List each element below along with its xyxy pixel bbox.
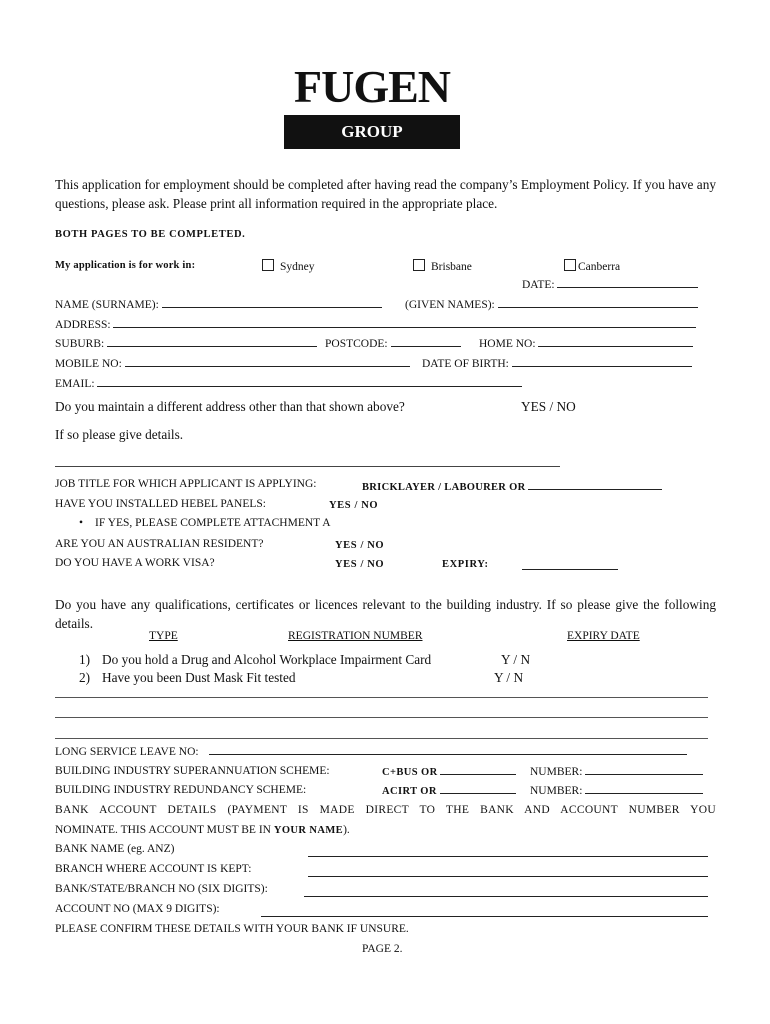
- branch-label: BRANCH WHERE ACCOUNT IS KEPT:: [55, 863, 252, 875]
- q2-answer[interactable]: Y / N: [494, 670, 524, 685]
- brisbane-checkbox[interactable]: [413, 259, 425, 271]
- job-title-value[interactable]: BRICKLAYER / LABOURER OR: [362, 480, 662, 493]
- postcode-line[interactable]: [391, 337, 461, 347]
- q1-answer[interactable]: Y / N: [501, 652, 531, 667]
- mobile-field[interactable]: MOBILE NO:: [55, 357, 410, 370]
- q1-text: Do you hold a Drug and Alcohol Workplace Impairment Card: [102, 652, 432, 667]
- home-no-field[interactable]: HOME NO:: [479, 337, 693, 350]
- option-sydney[interactable]: Sydney: [262, 259, 315, 273]
- option-canberra[interactable]: Canberra: [564, 259, 620, 273]
- long-service-field[interactable]: LONG SERVICE LEAVE NO:: [55, 745, 687, 758]
- address-field[interactable]: ADDRESS:: [55, 318, 696, 331]
- bsb-label: BANK/STATE/BRANCH NO (SIX DIGITS):: [55, 883, 268, 895]
- hebel-label: HAVE YOU INSTALLED HEBEL PANELS:: [55, 498, 266, 510]
- visa-expiry-label: EXPIRY:: [442, 559, 489, 570]
- work-in-label: My application is for work in:: [55, 260, 196, 271]
- super-fund-line[interactable]: [440, 765, 516, 775]
- address-line[interactable]: [113, 318, 696, 328]
- qualification-line-1[interactable]: [55, 697, 708, 698]
- mobile-line[interactable]: [125, 357, 410, 367]
- super-number-line[interactable]: [585, 765, 703, 775]
- q2-text: Have you been Dust Mask Fit tested: [102, 670, 296, 685]
- surname-line[interactable]: [162, 298, 382, 308]
- given-names-line[interactable]: [498, 298, 698, 308]
- hebel-answer[interactable]: YES / NO: [329, 500, 379, 511]
- header-expiry: EXPIRY DATE: [567, 630, 640, 642]
- redundancy-number-line[interactable]: [585, 784, 703, 794]
- diff-address-answer[interactable]: YES / NO: [521, 399, 576, 414]
- option-brisbane[interactable]: Brisbane: [413, 259, 472, 273]
- suburb-field[interactable]: SUBURB:: [55, 337, 317, 350]
- header-type: TYPE: [149, 630, 178, 642]
- page-number: PAGE 2.: [362, 943, 403, 955]
- suburb-line[interactable]: [107, 337, 317, 347]
- q1-number: 1): [79, 652, 91, 667]
- intro-paragraph: This application for employment should be completed after having read the company’s Employment Policy. If you have any questions, please ask. Please print all information required in the appropriate place.: [55, 177, 716, 211]
- account-no-label: ACCOUNT NO (MAX 9 DIGITS):: [55, 903, 220, 915]
- header-registration: REGISTRATION NUMBER: [288, 630, 423, 642]
- qualifications-paragraph: Do you have any qualifications, certificates or licences relevant to the building industry. If so please give the following details.: [55, 597, 716, 631]
- dob-line[interactable]: [512, 357, 692, 367]
- canberra-checkbox[interactable]: [564, 259, 576, 271]
- bank-name-label: BANK NAME (eg. ANZ): [55, 843, 175, 855]
- redundancy-fund-field[interactable]: ACIRT OR: [382, 784, 516, 797]
- resident-answer[interactable]: YES / NO: [335, 540, 385, 551]
- surname-field[interactable]: NAME (SURNAME):: [55, 298, 382, 311]
- visa-label: DO YOU HAVE A WORK VISA?: [55, 557, 215, 569]
- bsb-line[interactable]: [304, 896, 708, 897]
- bank-details-line-1: BANK ACCOUNT DETAILS (PAYMENT IS MADE DIRECT TO THE BANK AND ACCOUNT NUMBER YOU: [55, 804, 716, 816]
- job-title-label: JOB TITLE FOR WHICH APPLICANT IS APPLYING:: [55, 478, 317, 490]
- resident-label: ARE YOU AN AUSTRALIAN RESIDENT?: [55, 538, 264, 550]
- company-logo-name: FUGEN: [294, 61, 450, 112]
- sydney-checkbox[interactable]: [262, 259, 274, 271]
- branch-line[interactable]: [308, 876, 708, 877]
- super-number-field[interactable]: NUMBER:: [530, 765, 703, 778]
- qualification-line-2[interactable]: [55, 717, 708, 718]
- date-field[interactable]: DATE:: [522, 278, 698, 291]
- qualification-line-3[interactable]: [55, 738, 708, 739]
- redundancy-number-field[interactable]: NUMBER:: [530, 784, 703, 797]
- long-service-line[interactable]: [209, 745, 687, 755]
- email-line[interactable]: [97, 377, 522, 387]
- bank-name-line[interactable]: [308, 856, 708, 857]
- bullet-icon: •: [79, 517, 84, 529]
- date-line[interactable]: [557, 278, 698, 288]
- given-names-field[interactable]: (GIVEN NAMES):: [405, 298, 698, 311]
- hebel-bullet-item: • IF YES, PLEASE COMPLETE ATTACHMENT A: [79, 517, 331, 529]
- home-no-line[interactable]: [538, 337, 693, 347]
- redundancy-label: BUILDING INDUSTRY REDUNDANCY SCHEME:: [55, 784, 307, 796]
- company-logo-group: GROUP: [284, 115, 460, 149]
- visa-expiry-line[interactable]: [522, 569, 618, 570]
- postcode-field[interactable]: POSTCODE:: [325, 337, 461, 350]
- super-fund-field[interactable]: C+BUS OR: [382, 765, 516, 778]
- diff-address-question: Do you maintain a different address other than that shown above?: [55, 399, 405, 414]
- q2-number: 2): [79, 670, 91, 685]
- confirm-notice: PLEASE CONFIRM THESE DETAILS WITH YOUR BANK IF UNSURE.: [55, 923, 409, 935]
- if-so-label: If so please give details.: [55, 427, 184, 442]
- visa-answer[interactable]: YES / NO: [335, 559, 385, 570]
- redundancy-fund-line[interactable]: [440, 784, 516, 794]
- email-field[interactable]: EMAIL:: [55, 377, 522, 390]
- both-pages-notice: BOTH PAGES TO BE COMPLETED.: [55, 229, 246, 240]
- super-label: BUILDING INDUSTRY SUPERANNUATION SCHEME:: [55, 765, 330, 777]
- details-line[interactable]: [55, 466, 560, 467]
- bank-details-line-2: NOMINATE. THIS ACCOUNT MUST BE IN YOUR NAME).: [55, 824, 350, 836]
- account-no-line[interactable]: [261, 916, 708, 917]
- job-title-line[interactable]: [528, 480, 662, 490]
- dob-field[interactable]: DATE OF BIRTH:: [422, 357, 692, 370]
